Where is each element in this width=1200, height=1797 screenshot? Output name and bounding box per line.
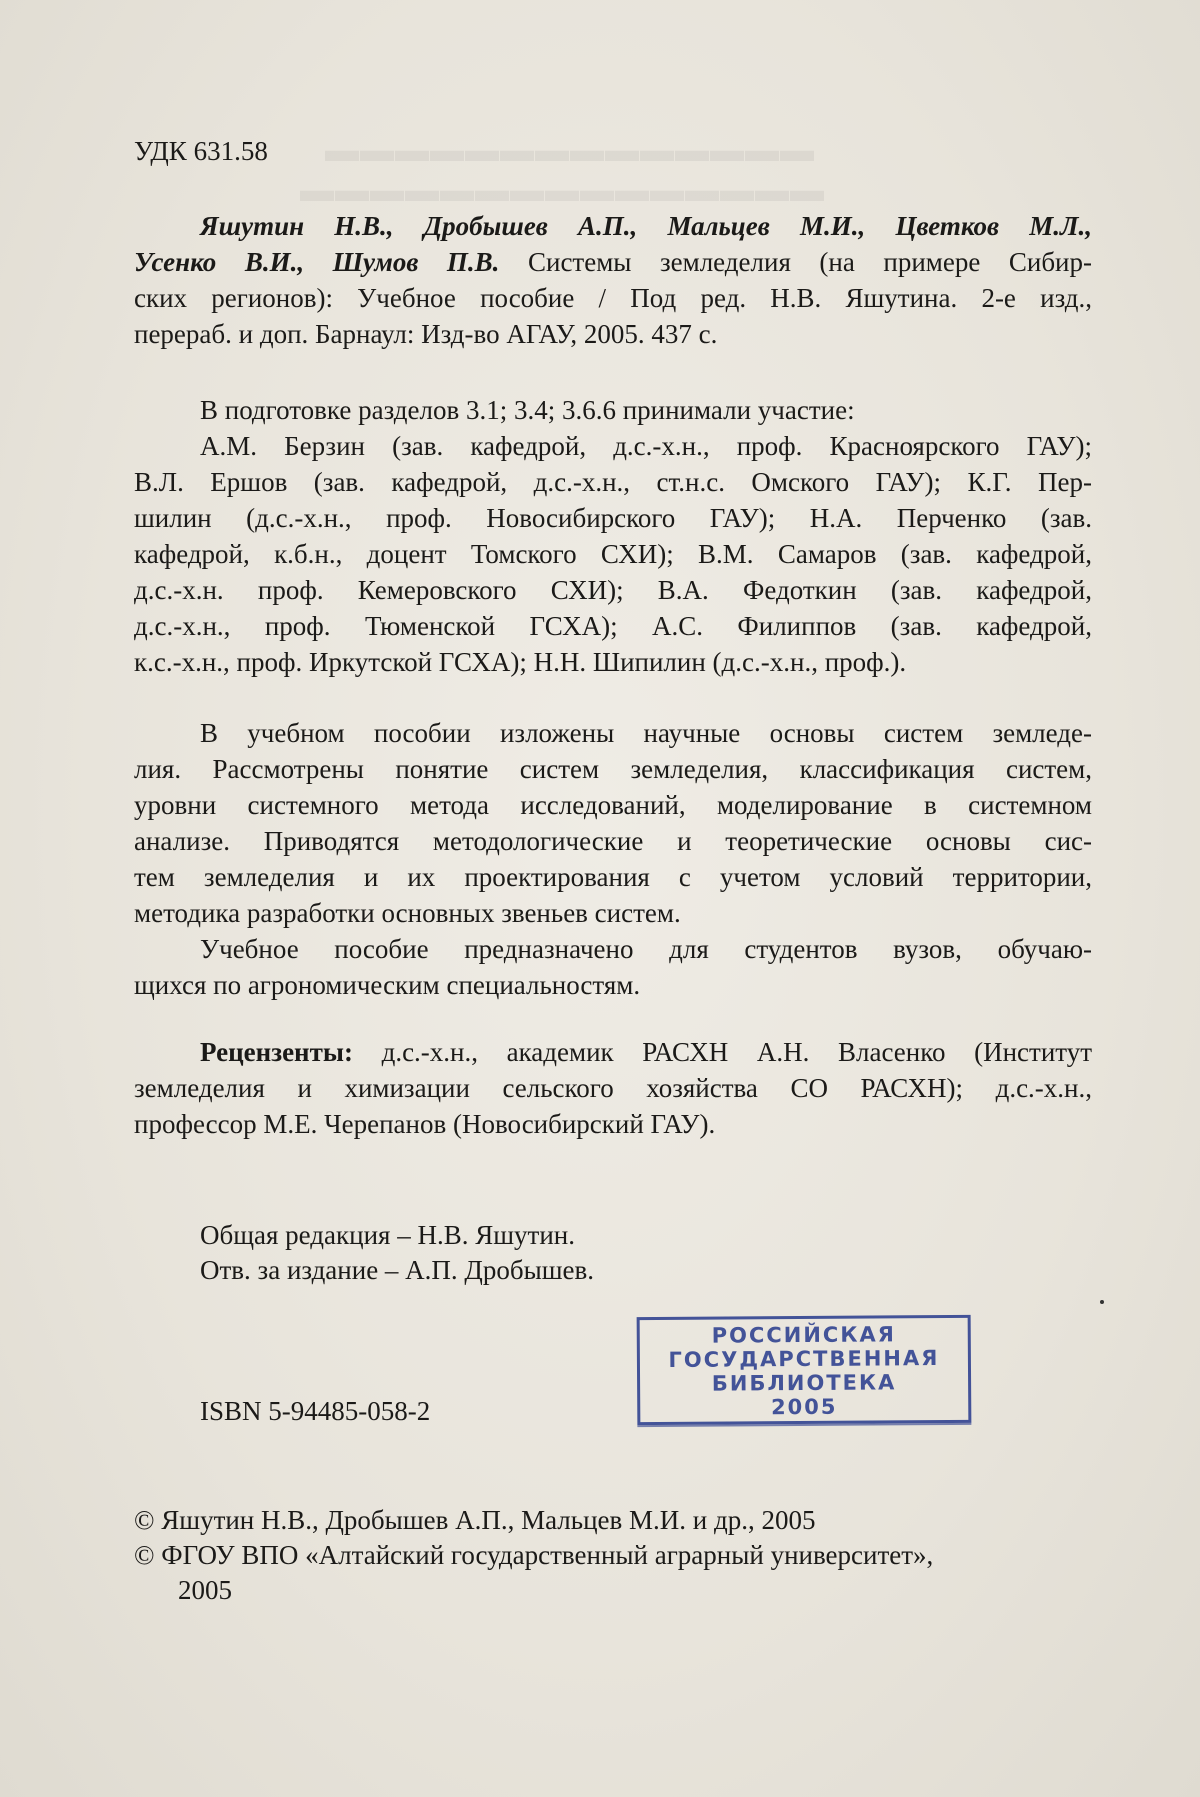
- bib-line: [134, 208, 1092, 244]
- bleed-through-mark: ▬▬▬▬▬▬▬▬▬▬▬▬▬▬: [325, 132, 815, 169]
- stamp-line: 2005: [770, 1394, 838, 1420]
- reviewers-block: [134, 1034, 1092, 1142]
- copyright-line: © Яшутин Н.В., Дробышев А.П., Мальцев М.И. и др., 2005: [134, 1505, 816, 1535]
- library-stamp: [637, 1315, 972, 1425]
- reviewers-line: профессор М.Е. Черепанов (Новосибирский ГАУ).: [134, 1109, 716, 1139]
- abstract-line: анализе. Приводятся методологические и теоретические основы сис-: [134, 826, 1092, 856]
- abstract-line: щихся по агрономическим специальностям.: [134, 970, 641, 1000]
- copyright-line: 2005: [178, 1575, 232, 1605]
- abstract-block: [134, 715, 1092, 1003]
- bib-line: перераб. и доп. Барнаул: Изд-во АГАУ, 2005. 437 с.: [134, 319, 718, 349]
- bib-authors-line1: Яшутин Н.В., Дробышев А.П., Мальцев М.И., Цветков М.Л.,: [200, 211, 1092, 241]
- abstract-line: В учебном пособии изложены научные основы систем земледе-: [200, 718, 1092, 748]
- isbn: ISBN 5-94485-058-2: [200, 1396, 431, 1426]
- reviewers-line1: д.с.-х.н., академик РАСХН А.Н. Власенко (Институт: [381, 1037, 1093, 1067]
- abstract-line: уровни системного метода исследований, моделирование в системном: [134, 790, 1092, 820]
- stamp-line: РОССИЙСКАЯ: [711, 1322, 896, 1348]
- stamp-line: БИБЛИОТЕКА: [711, 1370, 897, 1396]
- contributor-line: д.с.-х.н., проф. Тюменской ГСХА); А.С. Филиппов (зав. кафедрой,: [134, 611, 1092, 641]
- bib-title-part1: Системы земледелия (на примере Сибир-: [527, 247, 1092, 277]
- abstract-line: методика разработки основных звеньев систем.: [134, 898, 681, 928]
- ink-speck: [1100, 1300, 1104, 1304]
- bib-authors-line2: Усенко В.И., Шумов П.В.: [134, 247, 500, 277]
- responsible-editor: Отв. за издание – А.П. Дробышев.: [200, 1255, 594, 1285]
- abstract-line: лия. Рассмотрены понятие систем земледелия, классификация систем,: [134, 754, 1092, 784]
- bib-line: [134, 244, 1092, 280]
- contributors-intro: В подготовке разделов 3.1; 3.4; 3.6.6 принимали участие:: [200, 395, 855, 425]
- abstract-line: тем земледелия и их проектирования с учетом условий территории,: [134, 862, 1092, 892]
- contributor-line: к.с.-х.н., проф. Иркутской ГСХА); Н.Н. Шипилин (д.с.-х.н., проф.).: [134, 647, 907, 677]
- reviewers-line: [134, 1034, 1092, 1070]
- general-editor: Общая редакция – Н.В. Яшутин.: [200, 1220, 575, 1250]
- reviewers-label: Рецензенты:: [200, 1037, 353, 1067]
- bibliographic-record: [134, 208, 1092, 352]
- abstract-line: Учебное пособие предназначено для студентов вузов, обучаю-: [200, 934, 1092, 964]
- contributors-block: [134, 392, 1092, 680]
- copyright-line: © ФГОУ ВПО «Алтайский государственный аграрный университет»,: [134, 1540, 934, 1570]
- contributor-line: В.Л. Ершов (зав. кафедрой, д.с.-х.н., ст.н.с. Омского ГАУ); К.Г. Пер-: [134, 467, 1092, 497]
- contributor-line: д.с.-х.н. проф. Кемеровского СХИ); В.А. Федоткин (зав. кафедрой,: [134, 575, 1092, 605]
- bleed-through-mark: ▬▬▬▬▬▬▬▬▬▬▬▬▬▬▬: [300, 172, 825, 209]
- reviewers-line: земледелия и химизации сельского хозяйства СО РАСХН); д.с.-х.н.,: [134, 1073, 1092, 1103]
- contributor-line: шилин (д.с.-х.н., проф. Новосибирского ГАУ); Н.А. Перченко (зав.: [134, 503, 1092, 533]
- stamp-line: ГОСУДАРСТВЕННАЯ: [668, 1346, 940, 1372]
- contributor-line: кафедрой, к.б.н., доцент Томского СХИ); В.М. Самаров (зав. кафедрой,: [134, 539, 1092, 569]
- udk-code: УДК 631.58: [134, 136, 268, 166]
- contributor-line: А.М. Берзин (зав. кафедрой, д.с.-х.н., проф. Красноярского ГАУ);: [200, 431, 1092, 461]
- bib-line: ских регионов): Учебное пособие / Под ред. Н.В. Яшутина. 2-е изд.,: [134, 283, 1092, 313]
